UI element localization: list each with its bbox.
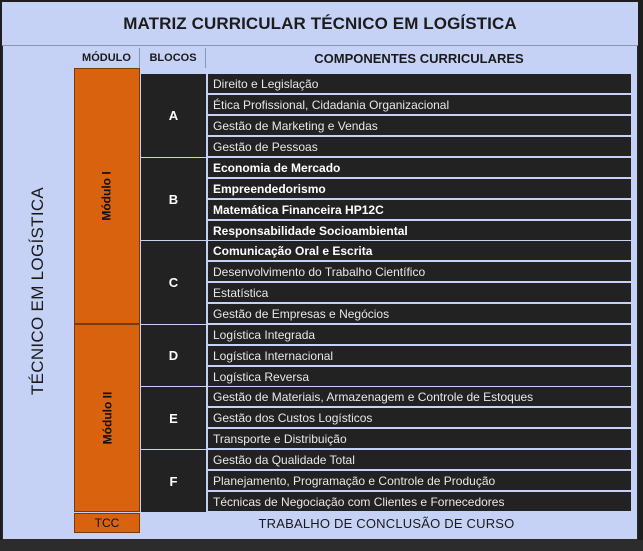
component-row: Desenvolvimento do Trabalho Científico: [207, 262, 631, 282]
component-row: Ética Profissional, Cidadania Organizacional: [207, 95, 631, 115]
block-c: C: [141, 241, 206, 325]
component-row: Gestão da Qualidade Total: [207, 450, 631, 470]
component-row: Empreendedorismo: [207, 179, 631, 199]
component-row: Gestão dos Custos Logísticos: [207, 408, 631, 428]
header-componentes: COMPONENTES CURRICULARES: [314, 50, 524, 66]
component-row: Economia de Mercado: [207, 158, 631, 178]
block-d: D: [141, 325, 206, 387]
block-a: A: [141, 74, 206, 158]
component-row: Logística Internacional: [207, 346, 631, 366]
course-name: TÉCNICO EM LOGÍSTICA: [28, 186, 48, 395]
component-row: Responsabilidade Socioambiental: [207, 221, 631, 241]
component-row: Gestão de Marketing e Vendas: [207, 116, 631, 136]
tcc-label: TCC: [74, 513, 140, 533]
component-row: Planejamento, Programação e Controle de Produção: [207, 471, 631, 491]
component-row: Gestão de Empresas e Negócios: [207, 304, 631, 324]
block-b: B: [141, 158, 206, 241]
header-modulo: MÓDULO: [74, 48, 140, 68]
component-row: Matemática Financeira HP12C: [207, 200, 631, 220]
header-blocos: BLOCOS: [141, 48, 206, 68]
component-row: Direito e Legislação: [207, 74, 631, 94]
component-row: Comunicação Oral e Escrita: [207, 241, 631, 261]
block-f: F: [141, 450, 206, 513]
module-2: [74, 324, 140, 512]
component-row: Logística Integrada: [207, 325, 631, 345]
component-row: Transporte e Distribuição: [207, 429, 631, 449]
table-title: MATRIZ CURRICULAR TÉCNICO EM LOGÍSTICA: [2, 2, 638, 46]
block-e: E: [141, 387, 206, 450]
bottom-strip: [0, 540, 643, 551]
tcc-description: TRABALHO DE CONCLUSÃO DE CURSO: [258, 515, 515, 531]
component-row: Estatística: [207, 283, 631, 303]
component-row: Gestão de Materiais, Armazenagem e Controle de Estoques: [207, 387, 631, 407]
component-row: Logística Reversa: [207, 367, 631, 387]
component-row: Gestão de Pessoas: [207, 137, 631, 157]
module-1: [74, 68, 140, 324]
module-1-label: Módulo I: [99, 171, 114, 221]
component-row: Técnicas de Negociação com Clientes e Fornecedores: [207, 492, 631, 512]
module-2-label: Módulo II: [100, 391, 114, 445]
course-side-label: [4, 48, 72, 533]
